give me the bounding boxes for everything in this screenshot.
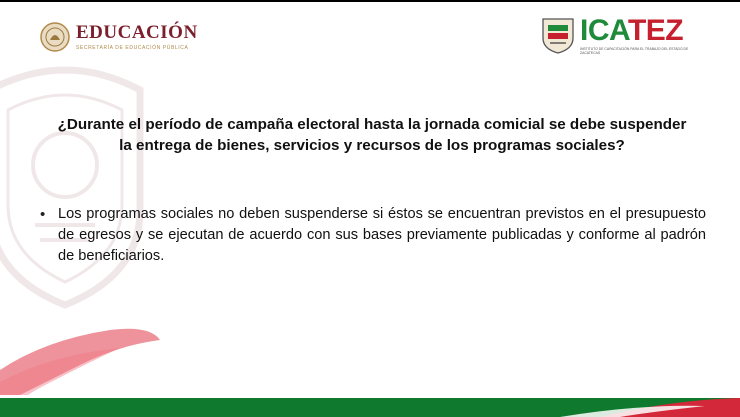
bullet-text: Los programas sociales no deben suspenderse si éstos se encuentran previstos en el presupuesto de egresos y se ejecutan de acuerdo con sus bases previamente publicadas y conforme al padrón de beneficiarios. (58, 206, 706, 264)
icatez-wordmark (580, 16, 696, 46)
decorative-swoosh-icon (0, 300, 160, 395)
top-border-line (0, 0, 740, 2)
slide-question: ¿Durante el período de campaña electoral hasta la jornada comicial se debe suspender la entrega de bienes, servicios y recursos de los programas sociales? (57, 116, 687, 154)
state-shield-icon (540, 16, 576, 54)
sep-logo-title: EDUCACIÓN (76, 22, 198, 43)
bullet-marker: • (40, 206, 46, 223)
icatez-word-red: TEZ (627, 14, 684, 47)
icatez-subtitle: INSTITUTO DE CAPACITACIÓN PARA EL TRABAJO DEL ESTADO DE ZACATECAS (580, 47, 689, 55)
bullet-item (40, 204, 706, 267)
national-seal-icon (40, 22, 70, 52)
seal-watermark-icon (0, 60, 150, 310)
sep-logo (40, 22, 198, 52)
icatez-logo (540, 16, 696, 55)
icatez-word-green: ICA (580, 14, 628, 47)
sep-logo-subtitle: SECRETARÍA DE EDUCACIÓN PÚBLICA (76, 45, 189, 51)
bottom-color-bar (0, 398, 740, 417)
